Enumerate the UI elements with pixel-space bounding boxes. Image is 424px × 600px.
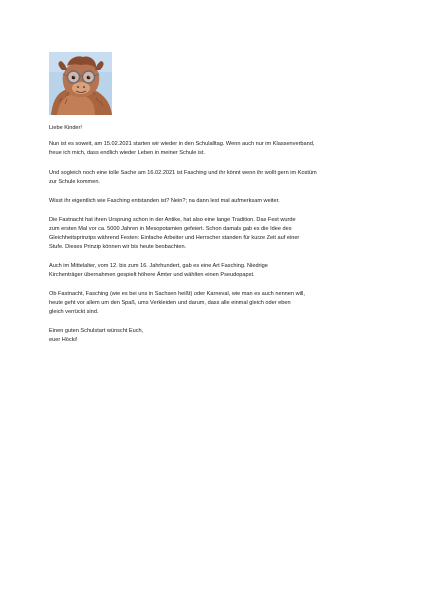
- text-line: freue ich mich, dass endlich wieder Leben in meiner Schule ist.: [49, 150, 206, 157]
- letter-body: [49, 124, 384, 356]
- text-line: Ob Fastnacht, Fasching (wie es bei uns in Sachsen heißt) oder Karneval, wie man es auch nennen will,: [49, 291, 305, 298]
- paragraph-school-restart: [49, 140, 384, 158]
- paragraph-question: [49, 197, 384, 206]
- paragraph-antiquity: [49, 216, 384, 252]
- paragraph-fasching-costume: [49, 169, 384, 187]
- text-line: Gleichheitsprinzips während Festen: Einfache Arbeiter und Herrscher standen für kurze Zeit auf einer: [49, 234, 300, 241]
- text-line: heute geht vor allem um den Spaß, ums Verkleiden und darum, dass alle einmal gleich oder eben: [49, 300, 291, 307]
- text-line: zur Schule kommen.: [49, 178, 100, 185]
- text-line: Auch im Mittelalter, vom 12. bis zum 16. Jahrhundert, gab es eine Art Fasching. Niedrige: [49, 263, 268, 270]
- text-line: zum ersten Mal vor ca. 5000 Jahren in Mesopotamien gefeiert. Schon damals gab es die Idee des: [49, 226, 292, 233]
- camel-with-glasses-drawing-icon: [49, 52, 112, 115]
- paragraph-today: [49, 290, 384, 317]
- text-line: gleich verrückt sind.: [49, 309, 99, 316]
- signature: euer Höcki!: [49, 337, 78, 344]
- closing-line: Einen guten Schulstart wünscht Euch,: [49, 328, 144, 335]
- letter-closing: [49, 327, 384, 345]
- paragraph-middle-ages: [49, 262, 384, 280]
- text-line: Kirchenträger übernahmen gespielt höhere Ämter und wählten einen Pseudopapst.: [49, 272, 255, 279]
- text-line: Wisst ihr eigentlich wie Fasching entstanden ist? Nein?; na dann lest mal aufmerksam weiter.: [49, 197, 280, 204]
- letter-greeting: Liebe Kinder!: [49, 125, 82, 131]
- text-line: Die Fastnacht hat ihren Ursprung schon in der Antike, hat also eine lange Tradition. Das Fest wurde: [49, 217, 296, 224]
- text-line: Stufe. Dieses Prinzip können wir bis heute beobachten.: [49, 243, 187, 250]
- text-line: Nun ist es soweit, am 15.02.2021 starten wir wieder in den Schulalltag. Wenn auch nur im Klassenverband,: [49, 141, 315, 148]
- text-line: Und sogleich noch eine tolle Sache am 16.02.2021 ist Fasching und ihr könnt wenn ihr wollt gern im Kostüm: [49, 169, 317, 176]
